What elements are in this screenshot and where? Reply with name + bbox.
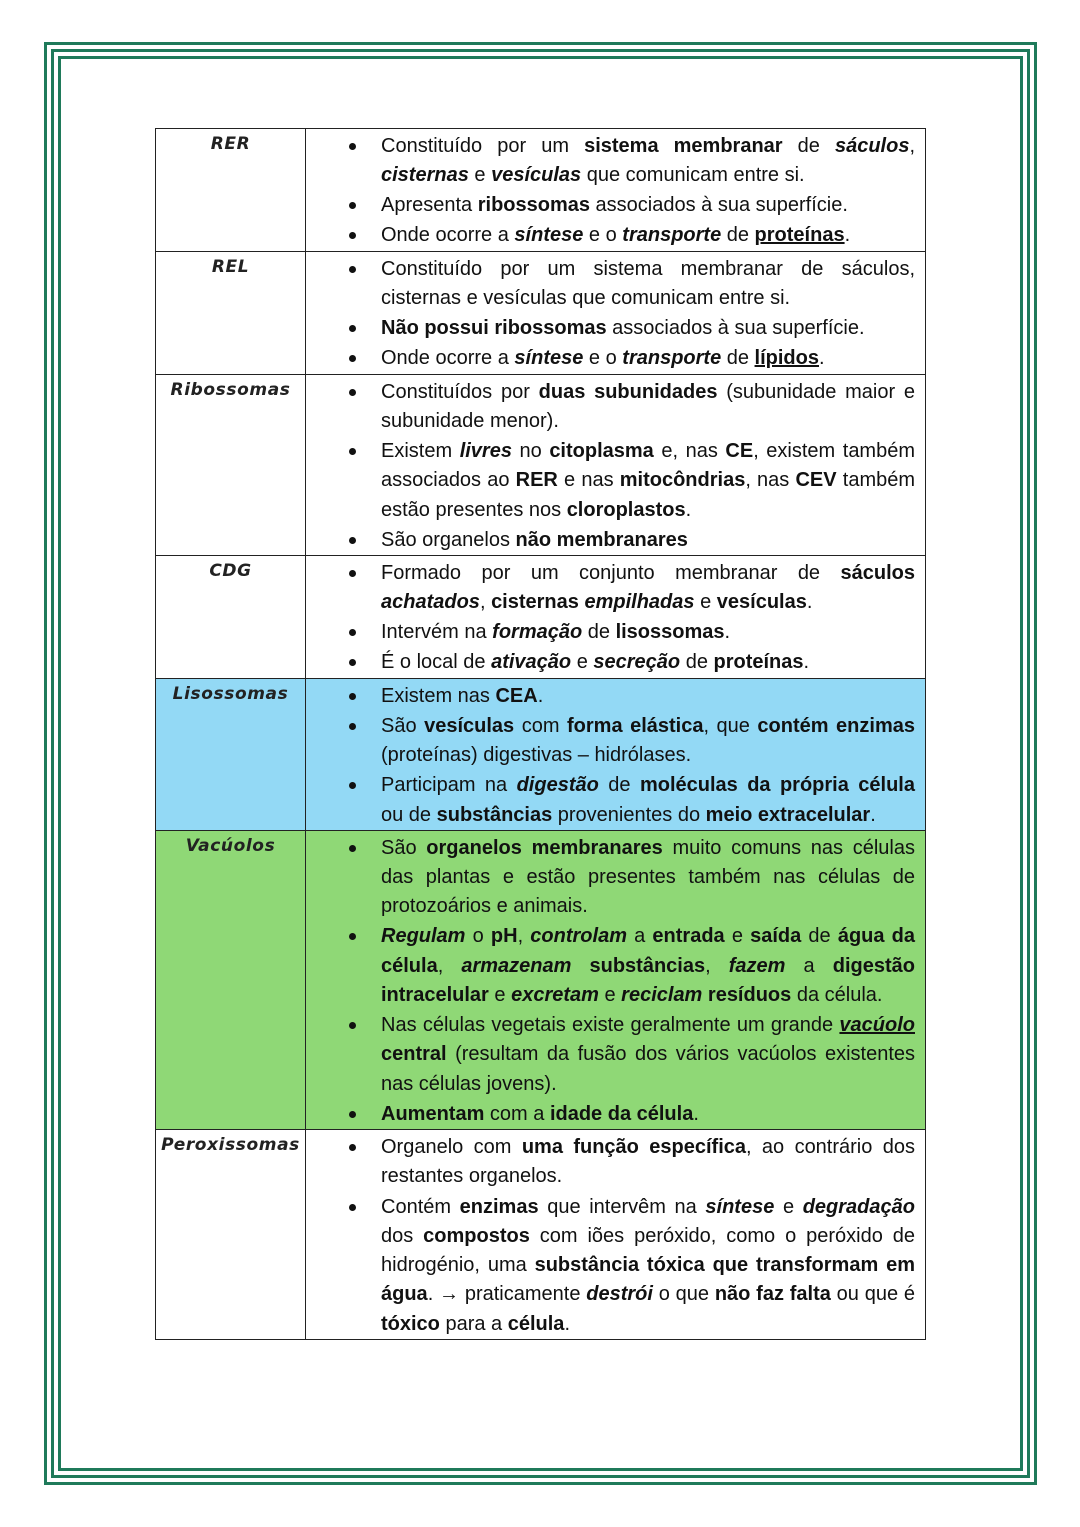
text-segment: resíduos bbox=[707, 984, 792, 1007]
bullet-item bbox=[381, 132, 915, 191]
organelle-name: RER bbox=[210, 134, 251, 154]
bullet-item bbox=[381, 834, 915, 922]
text-segment: a bbox=[626, 925, 653, 948]
bullet-item bbox=[381, 191, 915, 220]
text-segment: mitocôndrias bbox=[619, 469, 746, 492]
text-segment: CEV bbox=[795, 469, 837, 492]
text-segment: lípidos bbox=[754, 347, 819, 370]
text-segment: reciclam bbox=[621, 984, 703, 1007]
organelle-row bbox=[156, 251, 926, 374]
text-segment: idade da célula bbox=[549, 1102, 694, 1125]
text-segment: substância tóxica que transformam em água bbox=[381, 1254, 915, 1306]
text-segment: forma elástica bbox=[567, 714, 704, 737]
organelle-row bbox=[156, 555, 926, 678]
text-segment: fazem bbox=[728, 954, 786, 977]
text-segment: Onde ocorre a bbox=[381, 347, 515, 370]
text-segment: Constituído por um sistema membranar de sáculos, cisternas e vesículas que comunicam entre si. bbox=[381, 257, 915, 310]
text-segment: transporte bbox=[622, 224, 722, 247]
text-segment: de bbox=[598, 774, 640, 797]
organelle-description-cell bbox=[306, 678, 926, 830]
text-segment: substâncias bbox=[436, 803, 553, 826]
text-segment: secreção bbox=[593, 651, 681, 674]
text-segment: . bbox=[803, 651, 810, 674]
text-segment: . bbox=[870, 803, 876, 826]
text-segment: contém enzimas bbox=[757, 714, 915, 737]
text-segment: e o bbox=[583, 347, 623, 370]
text-segment: armazenam bbox=[461, 954, 572, 977]
text-segment bbox=[571, 955, 589, 977]
bullet-list bbox=[306, 556, 925, 678]
text-segment: sáculos bbox=[834, 135, 910, 157]
organelle-row bbox=[156, 374, 926, 555]
text-segment: organelos membranares bbox=[426, 836, 663, 859]
text-segment: e bbox=[571, 651, 594, 674]
bullet-item bbox=[381, 922, 915, 1010]
text-segment: com iões peróxido, como o peróxido de hidrogénio, uma bbox=[381, 1224, 915, 1277]
text-segment: Formado por um conjunto membranar de bbox=[381, 561, 841, 584]
text-segment: uma função específica bbox=[521, 1136, 746, 1159]
text-segment: excretam bbox=[511, 984, 599, 1007]
text-segment: pH bbox=[490, 925, 518, 948]
text-segment: Regulam bbox=[381, 925, 466, 948]
bullet-item bbox=[381, 712, 915, 771]
text-segment: duas subunidades bbox=[538, 380, 718, 403]
text-segment: ou de bbox=[381, 803, 437, 826]
text-segment: cloroplastos bbox=[566, 498, 686, 521]
text-segment: com bbox=[514, 714, 567, 737]
text-segment: central bbox=[381, 1043, 447, 1066]
text-segment: Constituídos por bbox=[381, 380, 539, 403]
organelle-name-cell bbox=[156, 129, 306, 252]
text-segment: e bbox=[468, 164, 492, 187]
text-segment: e bbox=[598, 984, 622, 1007]
text-segment: também estão presentes nos bbox=[381, 469, 916, 521]
bullet-item bbox=[381, 1133, 915, 1192]
bullet-item bbox=[381, 559, 915, 618]
bullet-item bbox=[381, 618, 915, 647]
text-segment: e, nas bbox=[653, 439, 726, 462]
text-segment: para a bbox=[439, 1312, 508, 1335]
bullet-item bbox=[381, 378, 915, 437]
organelle-row bbox=[156, 830, 926, 1129]
organelle-description-cell bbox=[306, 251, 926, 374]
organelle-name-cell bbox=[156, 555, 306, 678]
text-segment: não faz falta bbox=[714, 1283, 831, 1306]
text-segment: Onde ocorre a bbox=[381, 224, 515, 247]
text-segment: São organelos bbox=[381, 528, 516, 551]
organelle-name: Lisossomas bbox=[172, 683, 289, 704]
text-segment: Nas células vegetais existe geralmente um grande bbox=[381, 1014, 840, 1037]
text-segment: São bbox=[381, 836, 427, 859]
text-segment: tóxico bbox=[381, 1312, 440, 1335]
text-segment: associados à sua superfície. bbox=[606, 317, 865, 340]
bullet-list bbox=[306, 679, 925, 830]
text-segment: síntese bbox=[514, 224, 584, 247]
text-segment: enzimas bbox=[459, 1195, 539, 1218]
text-segment: ativação bbox=[491, 651, 572, 674]
text-segment: (subunidade maior e subunidade menor). bbox=[381, 380, 915, 432]
text-segment: É o local de bbox=[381, 651, 492, 674]
text-segment: livres bbox=[459, 439, 512, 462]
text-segment: no bbox=[511, 439, 550, 462]
text-segment: CE bbox=[725, 439, 754, 462]
text-segment: CEA bbox=[495, 684, 538, 707]
text-segment: , bbox=[437, 954, 462, 977]
text-segment: . bbox=[693, 1102, 699, 1125]
text-segment: e o bbox=[583, 224, 623, 247]
text-segment: empilhadas bbox=[584, 591, 695, 614]
text-segment: muito comuns nas células das plantas e estão presentes também nas células de protozoários e animais. bbox=[381, 836, 915, 918]
text-segment: de bbox=[721, 224, 755, 247]
organelle-name-cell bbox=[156, 1130, 306, 1340]
text-segment: destrói bbox=[586, 1283, 653, 1306]
organelle-description-cell bbox=[306, 129, 926, 252]
organelle-name-cell bbox=[156, 251, 306, 374]
text-segment: de bbox=[782, 135, 835, 157]
text-segment: entrada bbox=[652, 925, 725, 948]
text-segment: Existem nas bbox=[381, 684, 496, 707]
text-segment: e bbox=[694, 591, 717, 614]
text-segment: digestão bbox=[516, 774, 599, 797]
text-segment: Não possui ribossomas bbox=[381, 317, 607, 340]
text-segment: célula bbox=[507, 1312, 565, 1335]
organelle-description-cell bbox=[306, 555, 926, 678]
text-segment: , que bbox=[703, 714, 758, 737]
bullet-item bbox=[381, 1193, 915, 1339]
text-segment: vesículas bbox=[424, 714, 515, 737]
text-segment: RER bbox=[515, 469, 558, 492]
text-segment: vesículas bbox=[716, 591, 807, 614]
organelle-name-cell bbox=[156, 830, 306, 1129]
text-segment: controlam bbox=[530, 925, 627, 948]
text-segment: , existem também associados ao bbox=[381, 439, 916, 492]
text-segment: . bbox=[819, 347, 825, 370]
organelle-name: Vacúolos bbox=[185, 835, 276, 856]
text-segment: provenientes do bbox=[552, 803, 706, 826]
text-segment: lisossomas bbox=[615, 621, 725, 644]
organelle-row bbox=[156, 678, 926, 830]
text-segment: ribossomas bbox=[477, 194, 590, 217]
organelle-name: Ribossomas bbox=[170, 379, 291, 400]
text-segment: e bbox=[774, 1195, 803, 1218]
organelle-name-cell bbox=[156, 374, 306, 555]
bullet-list bbox=[306, 129, 925, 251]
text-segment: que comunicam entre si. bbox=[581, 164, 805, 187]
text-segment: , bbox=[705, 954, 729, 977]
bullet-item bbox=[381, 255, 915, 314]
text-segment: Contém bbox=[381, 1195, 460, 1218]
bullet-list bbox=[306, 1130, 925, 1339]
text-segment: síntese bbox=[705, 1195, 775, 1218]
bullet-item bbox=[381, 344, 915, 373]
text-segment: vacúolo bbox=[839, 1014, 915, 1037]
text-segment: Apresenta bbox=[381, 194, 478, 217]
text-segment: proteínas bbox=[713, 651, 804, 674]
text-segment: São bbox=[381, 714, 425, 737]
text-segment: digestão intracelular bbox=[381, 954, 915, 1007]
text-segment: cisternas bbox=[381, 164, 469, 187]
bullet-item bbox=[381, 314, 915, 343]
organelle-name-cell bbox=[156, 678, 306, 830]
text-segment: não membranares bbox=[515, 528, 688, 551]
text-segment: (resultam da fusão dos vários vacúolos existentes nas células jovens). bbox=[381, 1043, 915, 1095]
text-segment: Constituído por um bbox=[381, 135, 585, 157]
text-segment: . bbox=[844, 224, 851, 247]
bullet-item bbox=[381, 437, 915, 525]
organelle-description-cell bbox=[306, 1130, 926, 1340]
organelles-table bbox=[155, 128, 926, 1340]
text-segment: . bbox=[685, 498, 692, 521]
text-segment: sistema membranar bbox=[584, 135, 783, 157]
text-segment: e nas bbox=[557, 469, 620, 492]
text-segment: Participam na bbox=[381, 774, 517, 797]
text-segment: achatados bbox=[381, 591, 480, 614]
text-segment: degradação bbox=[802, 1195, 915, 1218]
text-segment: da célula. bbox=[791, 984, 883, 1007]
bullet-item bbox=[381, 526, 915, 555]
text-segment: . bbox=[564, 1312, 570, 1335]
text-segment: Existem bbox=[381, 439, 460, 462]
text-segment: ou que é bbox=[830, 1283, 915, 1306]
bullet-list bbox=[306, 831, 925, 1129]
text-segment: , ao contrário dos restantes organelos. bbox=[381, 1136, 916, 1188]
text-segment: . bbox=[537, 684, 544, 707]
organelle-name: Peroxissomas bbox=[161, 1135, 300, 1156]
text-segment: Organelo com bbox=[381, 1136, 522, 1159]
text-segment: , bbox=[909, 135, 916, 157]
organelle-row bbox=[156, 129, 926, 252]
text-segment: Aumentam bbox=[381, 1102, 485, 1125]
text-segment: de bbox=[680, 651, 714, 674]
text-segment: de bbox=[721, 347, 755, 370]
text-segment: de bbox=[801, 925, 838, 948]
organelle-description-cell bbox=[306, 830, 926, 1129]
organelle-name: REL bbox=[211, 256, 250, 277]
bullet-item bbox=[381, 1100, 915, 1129]
text-segment: de bbox=[582, 621, 616, 644]
text-segment: , bbox=[517, 925, 531, 948]
text-segment: e bbox=[724, 925, 751, 948]
text-segment: sáculos bbox=[840, 561, 915, 584]
text-segment: água da célula bbox=[381, 925, 915, 977]
organelle-row bbox=[156, 1130, 926, 1340]
organelle-description-cell bbox=[306, 374, 926, 555]
organelle-name: CDG bbox=[209, 560, 252, 581]
text-segment: dos bbox=[381, 1224, 424, 1247]
bullet-item bbox=[381, 771, 915, 830]
text-segment: Intervém na bbox=[381, 621, 493, 644]
text-segment: formação bbox=[492, 621, 583, 644]
text-segment: compostos bbox=[423, 1224, 530, 1247]
bullet-item bbox=[381, 1011, 915, 1099]
text-segment: (proteínas) digestivas – hidrólases. bbox=[381, 744, 692, 767]
text-segment: moléculas da própria célula bbox=[639, 774, 915, 797]
text-segment: o bbox=[465, 925, 491, 948]
text-segment: e bbox=[488, 984, 512, 1007]
text-segment: associados à sua superfície. bbox=[590, 194, 848, 217]
bullet-list bbox=[306, 252, 925, 374]
text-segment: proteínas bbox=[754, 224, 845, 247]
text-segment: , nas bbox=[745, 469, 796, 492]
text-segment: com a bbox=[484, 1102, 550, 1125]
text-segment: síntese bbox=[514, 347, 584, 370]
text-segment: que intervêm na bbox=[538, 1195, 706, 1218]
text-segment: . → praticamente bbox=[427, 1283, 587, 1306]
bullet-item bbox=[381, 682, 915, 711]
text-segment: o que bbox=[652, 1283, 715, 1306]
text-segment: substâncias bbox=[589, 954, 706, 977]
text-segment: saída bbox=[750, 925, 802, 948]
text-segment: vesículas bbox=[491, 164, 582, 187]
text-segment: . bbox=[806, 591, 813, 614]
bullet-list bbox=[306, 375, 925, 555]
text-segment: . bbox=[724, 621, 731, 644]
text-segment: meio extracelular bbox=[705, 803, 871, 826]
text-segment: , bbox=[479, 591, 492, 614]
text-segment: a bbox=[785, 954, 833, 977]
text-segment: citoplasma bbox=[549, 439, 654, 462]
bullet-item bbox=[381, 221, 915, 250]
text-segment: cisternas bbox=[491, 591, 579, 614]
bullet-item bbox=[381, 648, 915, 677]
text-segment: transporte bbox=[622, 347, 722, 370]
